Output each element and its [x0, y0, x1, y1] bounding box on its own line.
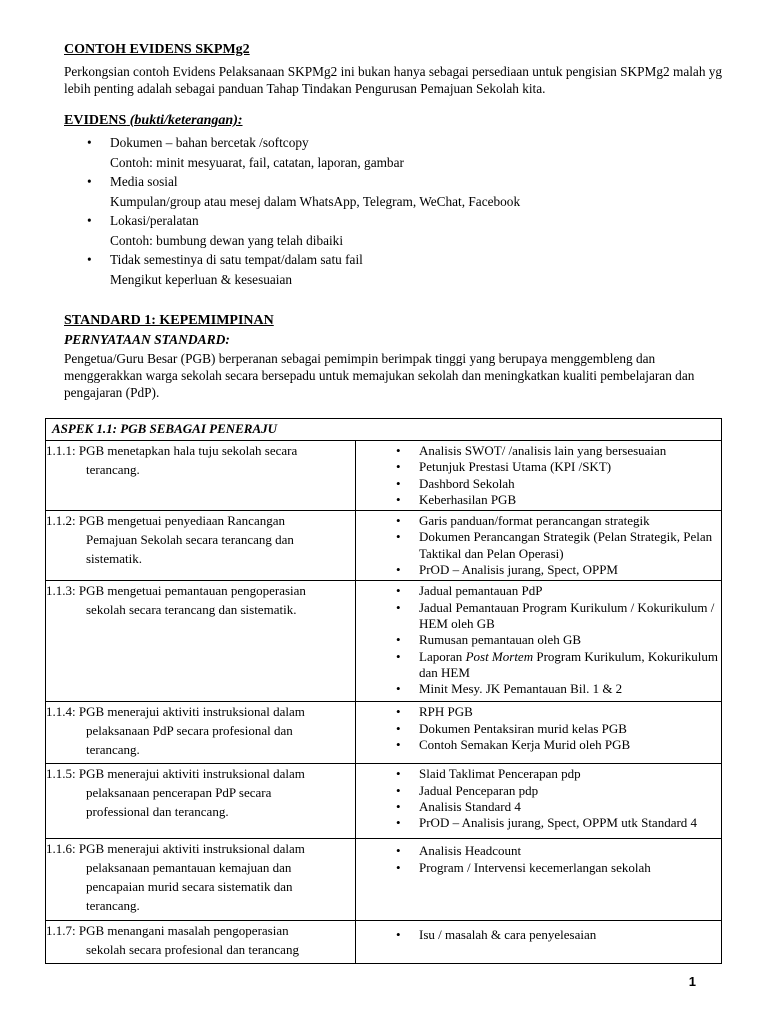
page-number: 1 [688, 974, 696, 989]
criteria-line: sekolah secara terancang dan sistematik. [86, 602, 297, 618]
aspek-table [45, 418, 722, 964]
criteria-first-line: 1.1.2: PGB mengetuai penyediaan Rancangan [46, 513, 285, 529]
evidens-item-main: • Media sosial [110, 174, 178, 189]
criteria-cell [46, 581, 356, 702]
evidens-item [87, 250, 707, 289]
criteria-cell [46, 921, 356, 964]
evidence-item: • Garis panduan/format perancangan strategik [396, 513, 721, 529]
evidens-item-sub: Mengikut keperluan & kesesuaian [110, 271, 293, 287]
evidence-cell [356, 702, 722, 764]
table-row [46, 511, 722, 581]
criteria-cell [46, 764, 356, 839]
criteria-first-line: 1.1.3: PGB mengetuai pemantauan pengoperasian [46, 583, 306, 599]
evidens-item-sub: Contoh: minit mesyuarat, fail, catatan, laporan, gambar [110, 154, 404, 170]
table-row [46, 581, 722, 702]
evidence-item: • Dashbord Sekolah [396, 476, 721, 492]
table-row [46, 702, 722, 764]
criteria-line: terancang. [86, 898, 140, 914]
evidens-list [87, 133, 707, 289]
doc-title: CONTOH EVIDENS SKPMg2 [64, 42, 250, 57]
criteria-cell [46, 441, 356, 511]
criteria-cell [46, 702, 356, 764]
criteria-line: terancang. [86, 462, 140, 477]
evidence-item: • Analisis Headcount [396, 843, 721, 859]
table-row [46, 839, 722, 921]
evidence-item: • Petunjuk Prestasi Utama (KPI /SKT) [396, 459, 721, 475]
pernyataan-label: PERNYATAAN STANDARD: [64, 332, 230, 347]
criteria-first-line: 1.1.4: PGB menerajui aktiviti instruksional dalam [46, 704, 305, 720]
evidence-cell [356, 581, 722, 702]
evidens-item-main: • Tidak semestinya di satu tempat/dalam satu fail [110, 252, 363, 267]
criteria-cell [46, 839, 356, 921]
criteria-line: pelaksanaan PdP secara profesional dan [86, 723, 293, 739]
evidens-item-sub: Kumpulan/group atau mesej dalam WhatsApp, Telegram, WeChat, Facebook [110, 193, 521, 209]
criteria-first-line: 1.1.7: PGB menangani masalah pengoperasian [46, 923, 289, 939]
criteria-first-line: 1.1.6: PGB menerajui aktiviti instruksional dalam [46, 841, 305, 857]
criteria-line: pencapaian murid secara sistematik dan [86, 879, 293, 895]
evidens-item-main: • Dokumen – bahan bercetak /softcopy [110, 135, 309, 150]
evidence-item: • Contoh Semakan Kerja Murid oleh PGB [396, 737, 721, 753]
evidence-item: • Slaid Taklimat Pencerapan pdp [396, 766, 721, 782]
evidens-item-main: • Lokasi/peralatan [110, 213, 199, 228]
table-header-row [46, 419, 722, 441]
criteria-line: Pemajuan Sekolah secara terancang dan [86, 532, 294, 548]
evidence-item: • Minit Mesy. JK Pemantauan Bil. 1 & 2 [396, 681, 721, 697]
evidence-cell [356, 764, 722, 839]
table-row [46, 764, 722, 839]
evidence-item: • Jadual Pemantauan Program Kurikulum / Kokurikulum / HEM oleh GB [396, 600, 721, 633]
evidens-item [87, 133, 707, 172]
intro-paragraph: Perkongsian contoh Evidens Pelaksanaan SKPMg2 ini bukan hanya sebagai persediaan untuk pengisian SKPMg2 malah yg lebih penting adalah sebagai panduan Tahap Tindakan Pengurusan Pemajuan Sekolah kita. [64, 64, 723, 96]
evidence-item: • Analisis Standard 4 [396, 799, 721, 815]
evidence-cell [356, 511, 722, 581]
evidence-cell [356, 839, 722, 921]
criteria-line: professional dan terancang. [86, 804, 229, 820]
evidence-item: • PrOD – Analisis jurang, Spect, OPPM utk Standard 4 [396, 815, 721, 831]
criteria-first-line: 1.1.5: PGB menerajui aktiviti instruksional dalam [46, 766, 305, 782]
evidence-item: • Jadual Penceparan pdp [396, 783, 721, 799]
evidence-item: • RPH PGB [396, 704, 721, 720]
evidens-subtitle: (bukti/keterangan): [129, 113, 243, 128]
criteria-line: sekolah secara profesional dan terancang [86, 942, 299, 958]
evidens-label: EVIDENS [64, 113, 127, 128]
evidence-item: • Rumusan pemantauan oleh GB [396, 632, 721, 648]
evidence-item: • PrOD – Analisis jurang, Spect, OPPM [396, 562, 721, 578]
table-row [46, 921, 722, 964]
evidence-item: • Keberhasilan PGB [396, 492, 721, 508]
criteria-first-line: 1.1.1: PGB menetapkan hala tuju sekolah secara [46, 443, 298, 458]
evidence-item: • Laporan Post Mortem Program Kurikulum, Kokurikulum dan HEM [396, 649, 721, 682]
evidens-item [87, 172, 707, 211]
evidence-item: • Isu / masalah & cara penyelesaian [396, 927, 721, 943]
evidence-item: • Analisis SWOT/ /analisis lain yang bersesuaian [396, 443, 721, 459]
aspek-header: ASPEK 1.1: PGB SEBAGAI PENERAJU [46, 419, 722, 441]
evidens-heading [64, 113, 243, 129]
evidence-item: • Jadual pemantauan PdP [396, 583, 721, 599]
evidens-item [87, 211, 707, 250]
evidence-item: • Dokumen Perancangan Strategik (Pelan Strategik, Pelan Taktikal dan Pelan Operasi) [396, 529, 721, 562]
criteria-line: terancang. [86, 742, 140, 758]
evidence-cell [356, 441, 722, 511]
table-row [46, 441, 722, 511]
evidence-cell [356, 921, 722, 964]
standard-title: STANDARD 1: KEPEMIMPINAN [64, 313, 274, 328]
criteria-line: pelaksanaan pemantauan kemajuan dan [86, 860, 292, 876]
criteria-cell [46, 511, 356, 581]
criteria-line: pelaksanaan pencerapan PdP secara [86, 785, 272, 801]
evidens-item-sub: Contoh: bumbung dewan yang telah dibaiki [110, 232, 344, 248]
pernyataan-text: Pengetua/Guru Besar (PGB) berperanan sebagai pemimpin berimpak tinggi yang berupaya menggembleng dan menggerakkan warga sekolah secara bersepadu untuk memajukan sekolah dan meningkatkan kualiti pembelajaran dan pengajaran (PdP). [64, 351, 695, 400]
evidence-item: • Program / Intervensi kecemerlangan sekolah [396, 860, 721, 876]
criteria-line: sistematik. [86, 551, 142, 567]
evidence-item: • Dokumen Pentaksiran murid kelas PGB [396, 721, 721, 737]
